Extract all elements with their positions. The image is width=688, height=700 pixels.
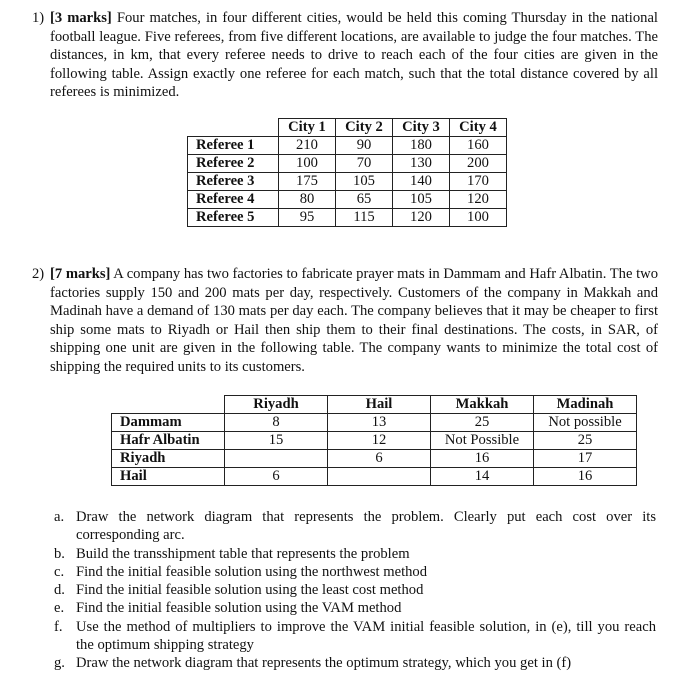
row-header: Riyadh (112, 450, 225, 468)
table-cell: 80 (279, 191, 336, 209)
table-row (188, 209, 507, 227)
table-cell: Not possible (534, 414, 637, 432)
task-letter: a. (54, 509, 65, 525)
table-cell: 90 (336, 137, 393, 155)
list-item (50, 654, 656, 672)
table-cell: 12 (328, 432, 431, 450)
table-cell: 170 (450, 173, 507, 191)
table-cell: 95 (279, 209, 336, 227)
row-header: Dammam (112, 414, 225, 432)
table-cell (225, 450, 328, 468)
table-cell: 14 (431, 468, 534, 486)
table-cell: 180 (393, 137, 450, 155)
table-cell: 6 (225, 468, 328, 486)
table-row (112, 450, 637, 468)
task-letter: b. (54, 545, 65, 562)
task-letter: e. (54, 600, 65, 617)
table-row (188, 191, 507, 209)
referee-distance-table (187, 118, 507, 227)
table-cell: 70 (336, 155, 393, 173)
table-cell: 16 (534, 468, 637, 486)
table-cell: 105 (336, 173, 393, 191)
table-cell: 16 (431, 450, 534, 468)
row-header: Hafr Albatin (112, 432, 225, 450)
list-item (50, 508, 656, 545)
table-cell: 100 (450, 209, 507, 227)
list-item (50, 581, 656, 599)
column-header: City 1 (279, 119, 336, 137)
table-cell: 160 (450, 137, 507, 155)
table-cell: 8 (225, 414, 328, 432)
table-row (112, 414, 637, 432)
task-text: Find the initial feasible solution using the VAM method (76, 600, 402, 617)
task-list (50, 508, 656, 673)
task-text: Build the transshipment table that represents the problem (76, 545, 410, 562)
list-item (50, 563, 656, 581)
row-header: Referee 2 (188, 155, 279, 173)
table-cell: 25 (534, 432, 637, 450)
table-cell: 140 (393, 173, 450, 191)
table-row (188, 155, 507, 173)
column-header: City 3 (393, 119, 450, 137)
task-letter: f. (54, 618, 63, 635)
row-header: Referee 5 (188, 209, 279, 227)
table-cell: 100 (279, 155, 336, 173)
column-header: Makkah (431, 396, 534, 414)
table-corner (112, 396, 225, 414)
question-1-marks: [3 marks] (50, 10, 112, 26)
table-cell: 25 (431, 414, 534, 432)
column-header: Riyadh (225, 396, 328, 414)
list-item (50, 599, 656, 617)
task-letter: d. (54, 582, 65, 599)
table-corner (188, 119, 279, 137)
task-letter: c. (54, 563, 65, 580)
question-2-number: 2) (32, 266, 45, 282)
list-item (50, 545, 656, 563)
column-header: City 2 (336, 119, 393, 137)
question-2 (32, 265, 658, 377)
table-row (112, 468, 637, 486)
task-letter: g. (54, 655, 65, 672)
question-2-body (50, 265, 658, 377)
question-1-number: 1) (32, 10, 45, 26)
table-cell: 6 (328, 450, 431, 468)
list-item (50, 618, 656, 655)
row-header: Hail (112, 468, 225, 486)
column-header: City 4 (450, 119, 507, 137)
question-2-marks: [7 marks] (50, 266, 111, 282)
table-cell: Not Possible (431, 432, 534, 450)
task-text: Draw the network diagram that represents the problem. Clearly put each cost over its corresponding arc. (76, 509, 656, 544)
table-row (112, 432, 637, 450)
task-text: Draw the network diagram that represents the optimum strategy, which you get in (f) (76, 655, 572, 672)
table-cell: 210 (279, 137, 336, 155)
question-1-text: Four matches, in four different cities, would be held this coming Thursday in the national football league. Five referees, from five different locations, are available to judge the four matches. The distances, in km, that every referee needs to drive to reach each of the four cities are given in the following table. Assign exactly one referee for each match, such that the total distance covered by all referees is minimized. (50, 10, 658, 101)
table-cell: 17 (534, 450, 637, 468)
question-2-text: A company has two factories to fabricate prayer mats in Dammam and Hafr Albatin. The two factories supply 150 and 200 mats per day, respectively. Customers of the company in Makkah and Madinah have a demand of 130 mats per day each. The company believes that it may be cheaper to first ship some mats to Riyadh or Hail then ship them to their final destinations. The costs, in SAR, of shipping one unit are given in the following table. The company wants to minimize the total cost of shipping the required units to its customers. (50, 266, 658, 375)
table-header-row (188, 119, 507, 137)
table-cell (328, 468, 431, 486)
column-header: Hail (328, 396, 431, 414)
table-cell: 120 (393, 209, 450, 227)
shipping-cost-table (111, 395, 637, 486)
task-text: Use the method of multipliers to improve the VAM initial feasible solution, in (e), till you reach the optimum shipping strategy (76, 618, 656, 654)
question-1-body (50, 9, 658, 102)
table-cell: 120 (450, 191, 507, 209)
table-cell: 65 (336, 191, 393, 209)
table-cell: 130 (393, 155, 450, 173)
row-header: Referee 3 (188, 173, 279, 191)
row-header: Referee 1 (188, 137, 279, 155)
task-text: Find the initial feasible solution using the least cost method (76, 582, 424, 599)
table-cell: 15 (225, 432, 328, 450)
table-cell: 200 (450, 155, 507, 173)
question-1 (32, 9, 658, 102)
table-row (188, 137, 507, 155)
column-header: Madinah (534, 396, 637, 414)
table-row (188, 173, 507, 191)
table-cell: 115 (336, 209, 393, 227)
table-cell: 105 (393, 191, 450, 209)
task-text: Find the initial feasible solution using the northwest method (76, 563, 428, 580)
table-cell: 13 (328, 414, 431, 432)
table-cell: 175 (279, 173, 336, 191)
table-header-row (112, 396, 637, 414)
row-header: Referee 4 (188, 191, 279, 209)
